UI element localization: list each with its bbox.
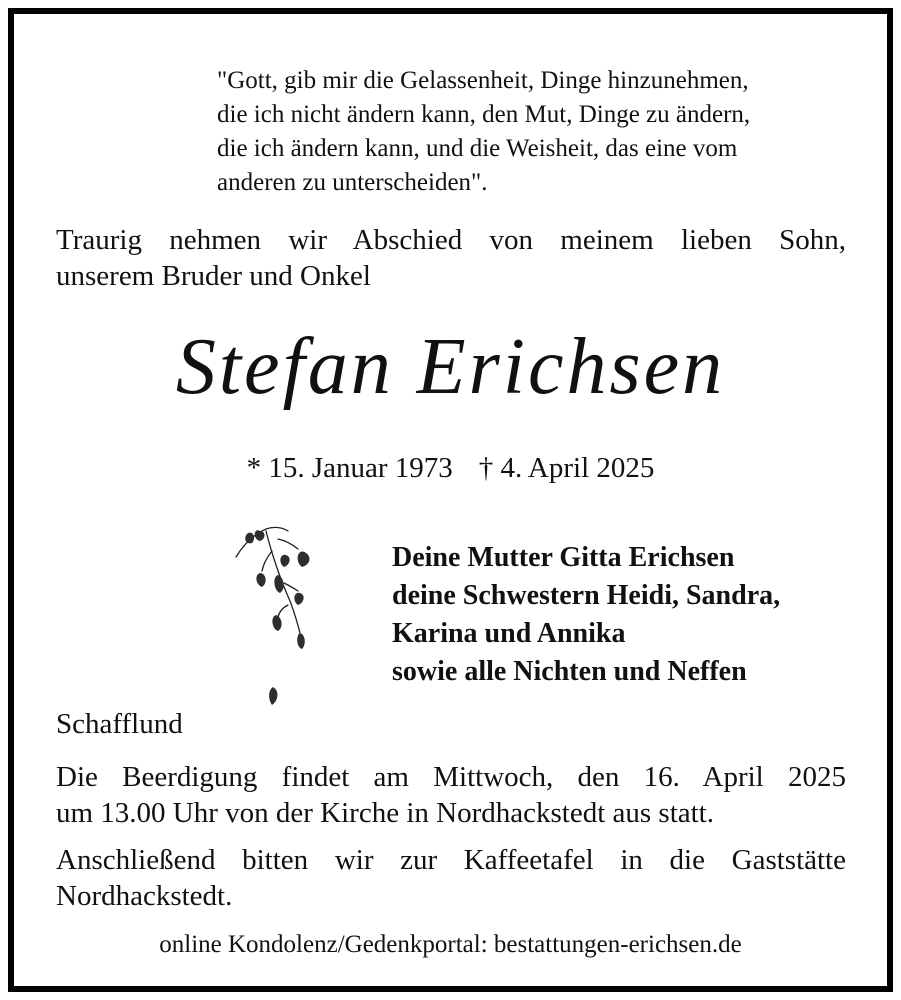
intro-text xyxy=(56,222,846,294)
quote-line: "Gott, gib mir die Gelassenheit, Dinge hinzunehmen, xyxy=(217,67,749,94)
birch-branch-icon xyxy=(226,517,326,717)
quote-block xyxy=(217,64,867,200)
quote-line: die ich ändern kann, und die Weisheit, das eine vom xyxy=(217,135,738,162)
mourners-list xyxy=(392,539,862,691)
mourner-line: deine Schwestern Heidi, Sandra, xyxy=(392,580,781,611)
birth-date: * 15. Januar 1973 xyxy=(246,452,453,484)
condolence-portal: online Kondolenz/Gedenkportal: bestattungen-erichsen.de xyxy=(159,931,742,958)
coffee-line: Anschließend bitten wir zur Kaffeetafel in die Gaststätte xyxy=(56,844,846,876)
death-date: † 4. April 2025 xyxy=(478,452,655,484)
quote-line: die ich nicht ändern kann, den Mut, Dinge zu ändern, xyxy=(217,101,751,128)
place-name: Schafflund xyxy=(56,708,183,740)
coffee-info xyxy=(56,842,846,914)
funeral-line: um 13.00 Uhr von der Kirche in Nordhackstedt aus statt. xyxy=(56,797,714,829)
life-dates xyxy=(14,450,887,486)
intro-line: Traurig nehmen wir Abschied von meinem lieben Sohn, xyxy=(56,224,846,256)
mourner-line: sowie alle Nichten und Neffen xyxy=(392,656,747,687)
coffee-line: Nordhackstedt. xyxy=(56,880,233,912)
intro-line: unserem Bruder und Onkel xyxy=(56,260,371,292)
funeral-line: Die Beerdigung findet am Mittwoch, den 16. April 2025 xyxy=(56,761,846,793)
mourner-line: Deine Mutter Gitta Erichsen xyxy=(392,542,735,573)
mourner-line: Karina und Annika xyxy=(392,618,626,649)
obituary-frame xyxy=(8,8,893,992)
deceased-name: Stefan Erichsen xyxy=(175,323,726,411)
funeral-info xyxy=(56,759,846,831)
quote-line: anderen zu unterscheiden". xyxy=(217,169,488,196)
